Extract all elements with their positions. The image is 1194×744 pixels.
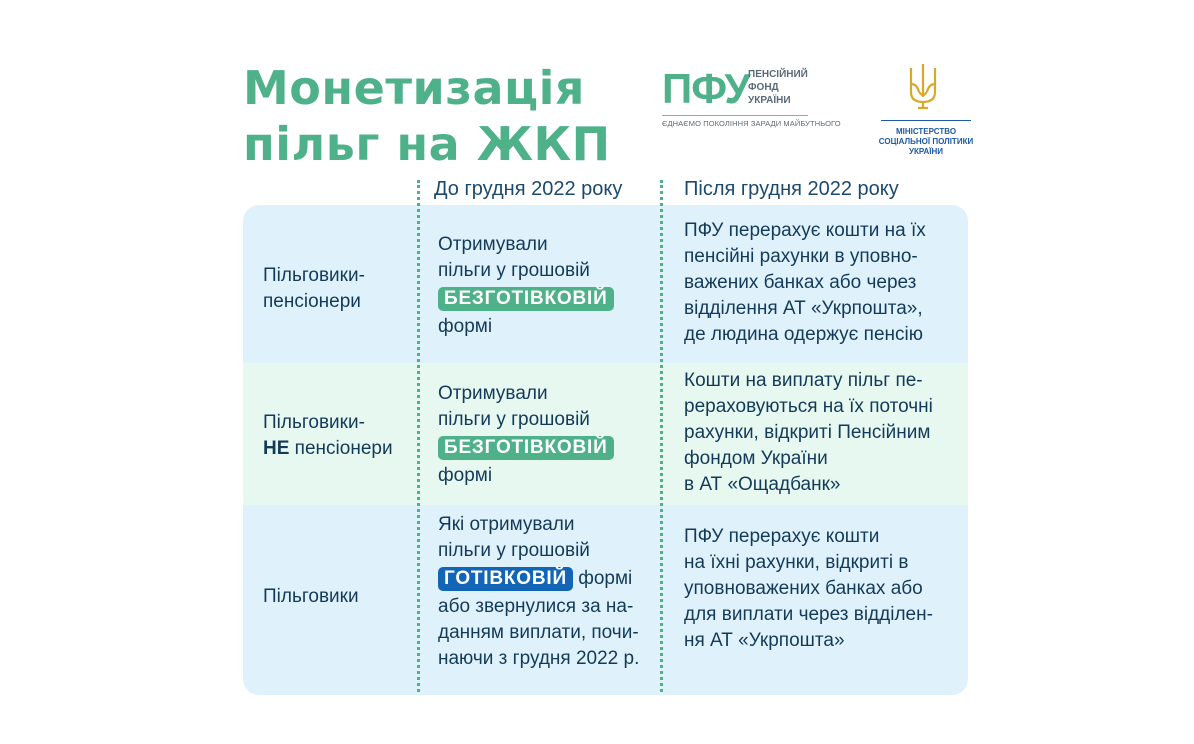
after-line: Кошти на виплату пільг пе- (684, 370, 923, 391)
payment-type-badge: БЕЗГОТІВКОВІЙ (438, 436, 614, 460)
after-line: уповноважених банках або (684, 578, 923, 599)
payment-type-badge: ГОТІВКОВІЙ (438, 567, 573, 591)
title-line-1: Монетизація (243, 61, 585, 115)
category-line: Пільговики- (263, 265, 365, 286)
pfu-logo (662, 65, 841, 132)
after-line: ПФУ перерахує кошти на їх (684, 220, 926, 241)
before-line: або звернулися за на- (438, 596, 634, 617)
row1-before (438, 232, 614, 340)
after-line: рераховуються на їх поточні (684, 396, 933, 417)
payment-type-badge: БЕЗГОТІВКОВІЙ (438, 287, 614, 311)
category-line: Пільговики- (263, 412, 365, 433)
pfu-logo-divider (662, 115, 808, 116)
after-line: в АТ «Ощадбанк» (684, 474, 841, 495)
before-line: данням виплати, почи- (438, 622, 639, 643)
trident-emblem-icon (907, 62, 939, 110)
before-line: формі (438, 465, 493, 486)
after-line: для виплати через відділен- (684, 604, 933, 625)
category-line: Пільговики (263, 586, 359, 607)
before-line: Отримували (438, 383, 548, 404)
pfu-name-line: ПЕНСІЙНИЙ (748, 69, 808, 80)
ministry-logo (876, 62, 986, 154)
ministry-logo-divider (881, 120, 971, 121)
after-line: де людина одержує пенсію (684, 324, 923, 345)
ministry-logo-text (876, 127, 976, 157)
row2-before (438, 381, 614, 489)
before-line: наючи з грудня 2022 р. (438, 648, 640, 669)
row1-after (684, 218, 926, 348)
after-line: ПФУ перерахує кошти (684, 526, 880, 547)
before-line: Отримували (438, 234, 548, 255)
column-header-after: Після грудня 2022 року (684, 178, 899, 200)
row3-before (438, 512, 639, 672)
before-line: пільги у грошовій (438, 260, 590, 281)
pfu-name-line: ФОНД (748, 82, 779, 93)
after-line: на їхні рахунки, відкриті в (684, 552, 909, 573)
before-line: пільги у грошовій (438, 409, 590, 430)
title-line-2: пільг на ЖКП (243, 117, 611, 171)
ministry-line: МІНІСТЕРСТВО (895, 127, 957, 136)
ministry-line: СОЦІАЛЬНОЇ ПОЛІТИКИ (878, 137, 974, 146)
pfu-name-line: УКРАЇНИ (748, 95, 791, 106)
row1-category (263, 263, 365, 315)
pfu-logo-mark: ПФУ (662, 65, 750, 112)
row2-after (684, 368, 933, 498)
before-line: Які отримували (438, 514, 575, 535)
pfu-logo-name (748, 68, 808, 107)
ministry-line: УКРАЇНИ (908, 147, 943, 156)
before-line: формі (438, 316, 493, 337)
column-divider (417, 180, 420, 692)
after-line: рахунки, відкриті Пенсійним (684, 422, 931, 443)
after-line: пенсійні рахунки в уповно- (684, 246, 918, 267)
category-emphasis: НЕ (263, 438, 290, 459)
after-line: відділення АТ «Укрпошта», (684, 298, 923, 319)
category-line: пенсіонери (289, 438, 393, 459)
before-line: пільги у грошовій (438, 540, 590, 561)
after-line: важених банках або через (684, 272, 917, 293)
column-divider (660, 180, 663, 692)
page-title (243, 60, 611, 172)
row3-after (684, 524, 933, 654)
pfu-logo-slogan: ЄДНАЄМО ПОКОЛІННЯ ЗАРАДИ МАЙБУТНЬОГО (662, 119, 841, 128)
after-line: ня АТ «Укрпошта» (684, 630, 845, 651)
row2-category (263, 410, 393, 462)
before-line: формі (572, 568, 633, 589)
row3-category (263, 584, 359, 610)
category-line: пенсіонери (263, 291, 361, 312)
column-header-before: До грудня 2022 року (434, 178, 623, 200)
after-line: фондом України (684, 448, 828, 469)
